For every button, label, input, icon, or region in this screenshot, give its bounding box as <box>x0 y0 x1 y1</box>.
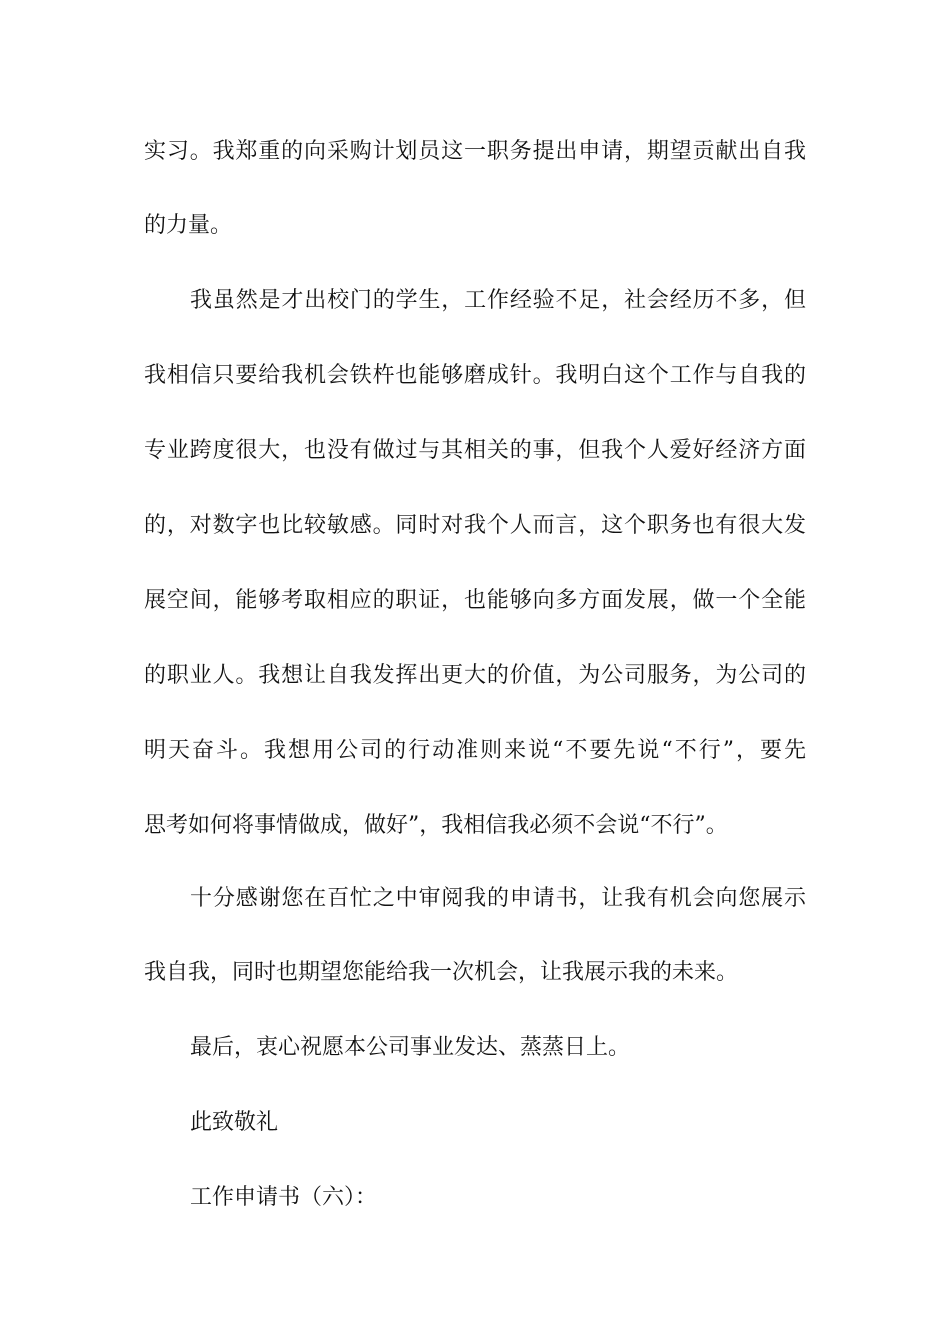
text-line: 展空间，能够考取相应的职证，也能够向多方面发展，做一个全能 <box>144 588 806 613</box>
text-line: 专业跨度很大，也没有做过与其相关的事，但我个人爱好经济方面 <box>144 438 806 463</box>
text-line: 明天奋斗。我想用公司的行动准则来说“不要先说“不行”，要先 <box>144 738 806 763</box>
section-heading: 工作申请书（六）： <box>190 1185 378 1210</box>
text-line: 实习。我郑重的向采购计划员这一职务提出申请，期望贡献出自我 <box>144 139 806 164</box>
text-line: 的力量。 <box>144 213 233 238</box>
text-line: 思考如何将事情做成，做好”，我相信我必须不会说“不行”。 <box>144 813 728 838</box>
text-line: 我自我，同时也期望您能给我一次机会，让我展示我的未来。 <box>144 960 739 985</box>
paragraph-start-line: 我虽然是才出校门的学生，工作经验不足，社会经历不多，但 <box>190 288 806 313</box>
paragraph-start-line: 十分感谢您在百忙之中审阅我的申请书，让我有机会向您展示 <box>190 886 806 911</box>
text-line: 我相信只要给我机会铁杵也能够磨成针。我明白这个工作与自我的 <box>144 363 806 388</box>
closing-wish: 最后，衷心祝愿本公司事业发达、蒸蒸日上。 <box>190 1035 631 1060</box>
text-line: 的职业人。我想让自我发挥出更大的价值，为公司服务，为公司的 <box>144 663 806 688</box>
text-line: 的，对数字也比较敏感。同时对我个人而言，这个职务也有很大发 <box>144 513 806 538</box>
salutation: 此致敬礼 <box>190 1110 279 1135</box>
